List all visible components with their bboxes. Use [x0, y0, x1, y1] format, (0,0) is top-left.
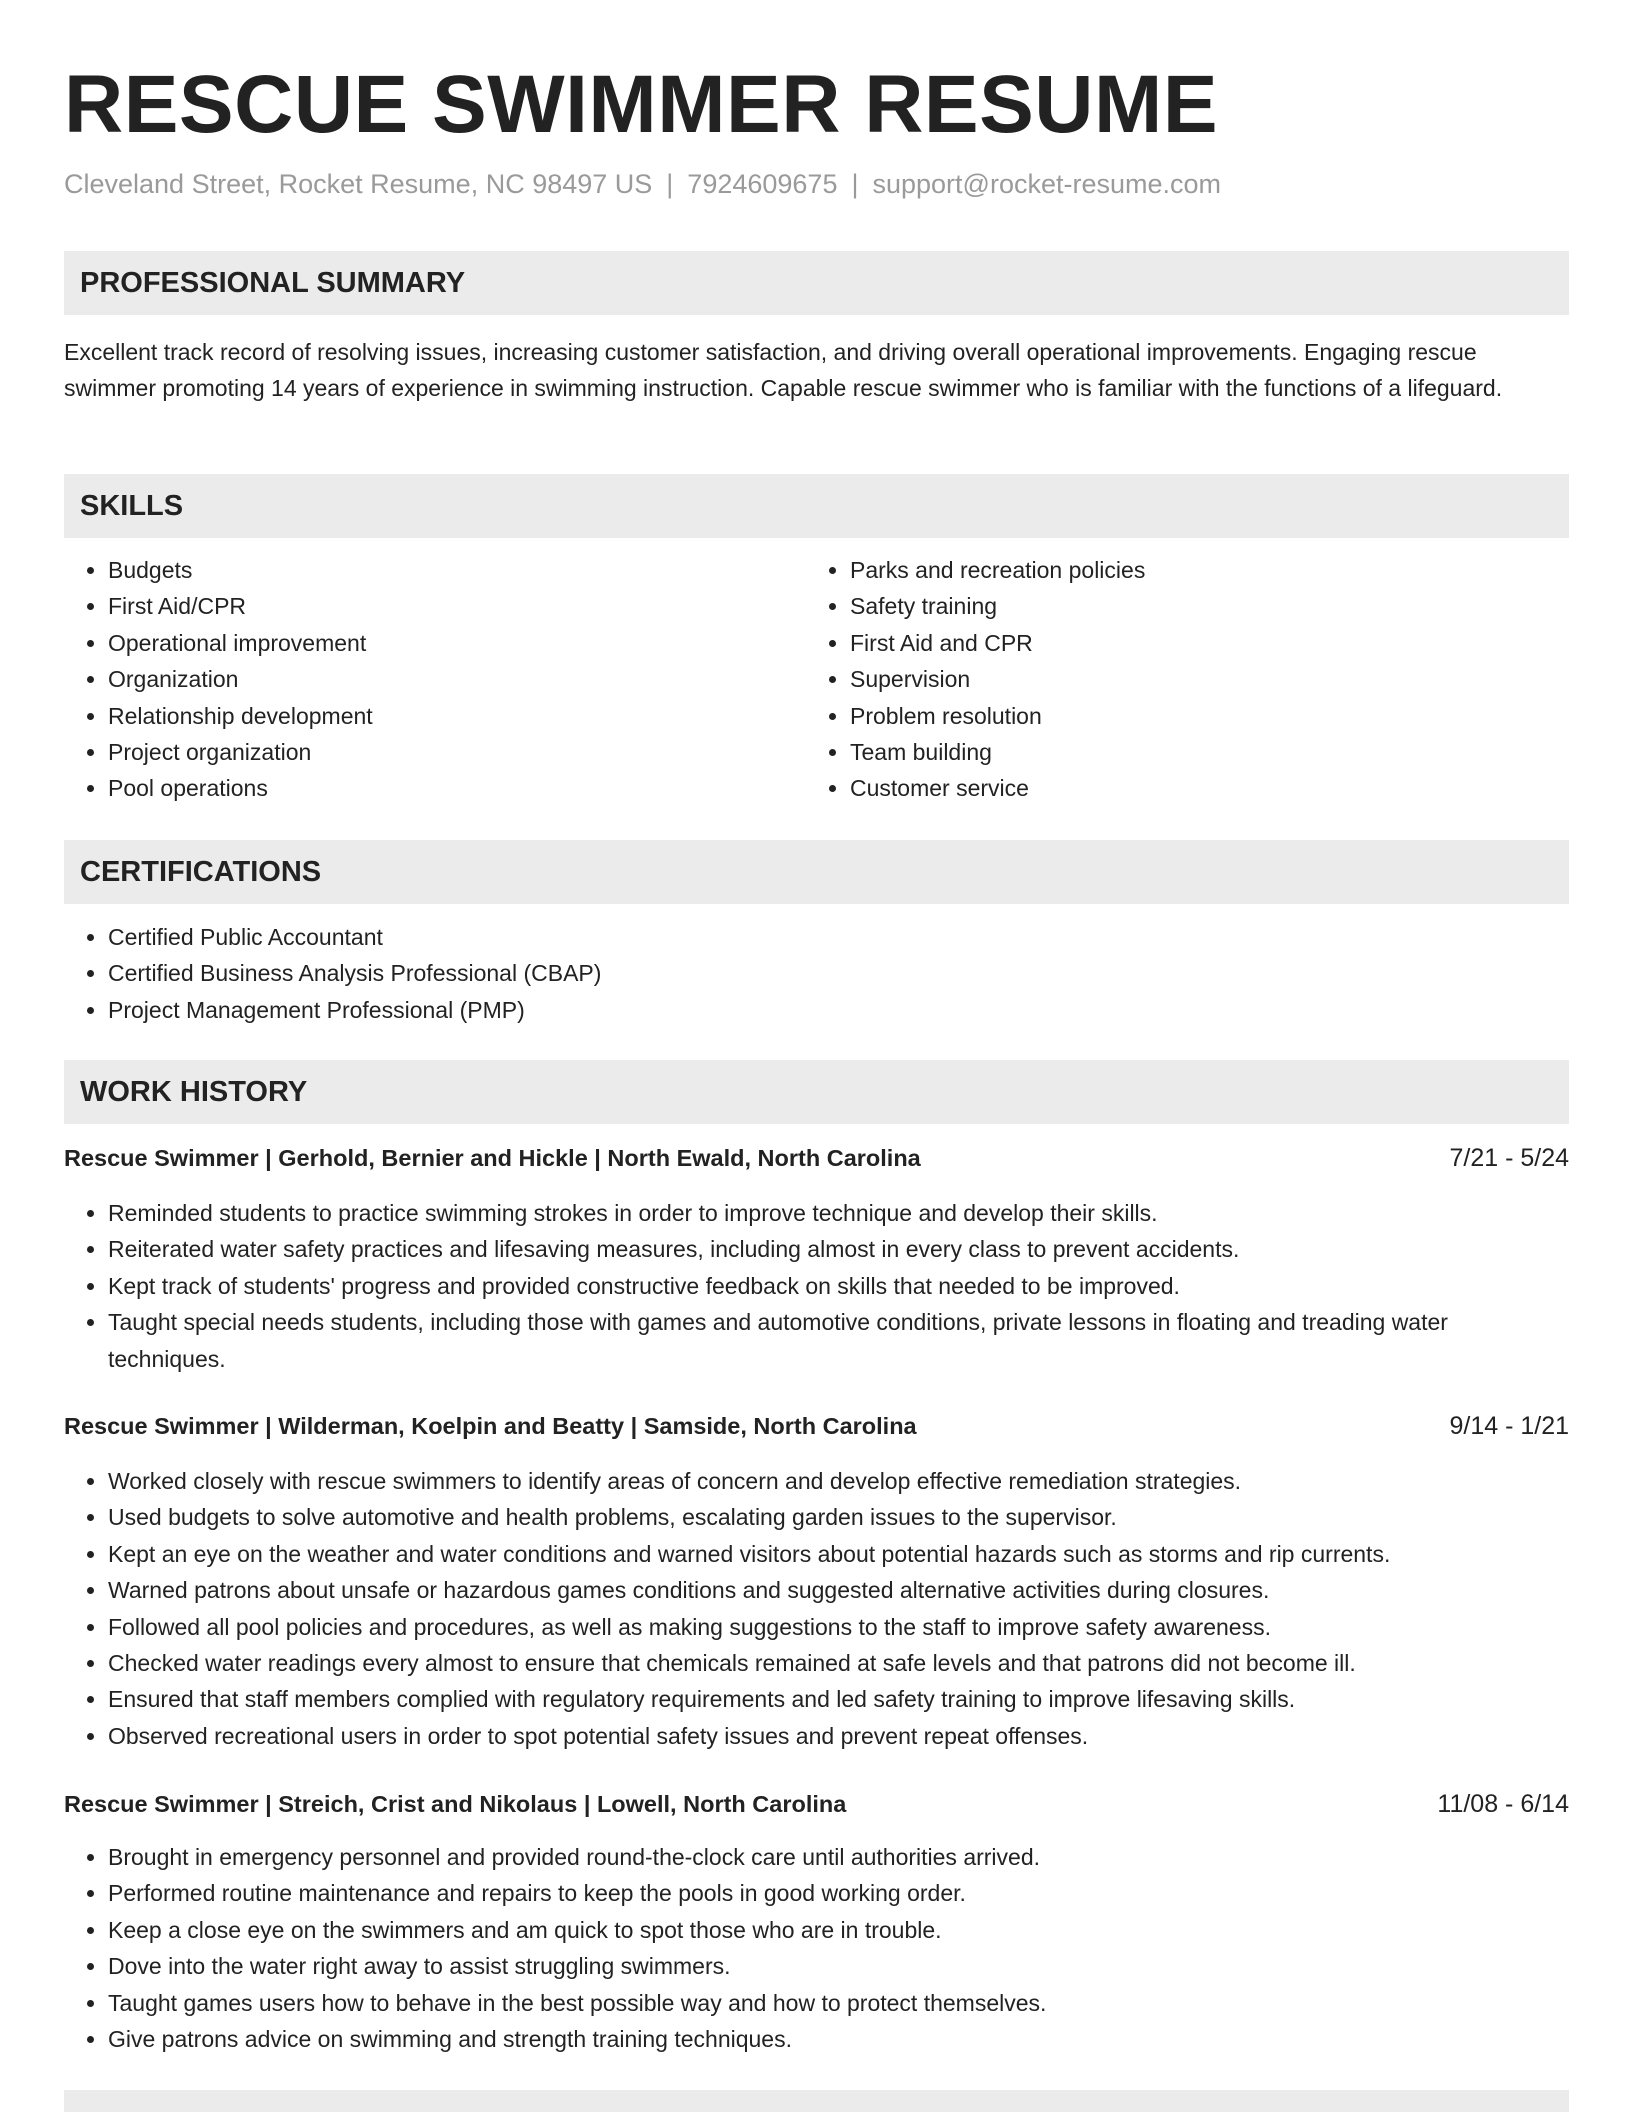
contact-line — [64, 166, 1221, 202]
job-bullet: • Keep a close eye on the swimmers and am quick to spot those who are in trouble. — [108, 1912, 1569, 1948]
job-bullet: • Used budgets to solve automotive and health problems, escalating garden issues to the supervisor. — [108, 1499, 1569, 1535]
skill-item: • Parks and recreation policies — [850, 552, 1570, 588]
job-bullets — [64, 1839, 1569, 2057]
work-history-section-header — [64, 1060, 1569, 1124]
contact-email: support@rocket-resume.com — [872, 169, 1222, 199]
job-bullets — [64, 1195, 1569, 1377]
skill-item: • Supervision — [850, 661, 1570, 697]
job-bullets — [64, 1463, 1569, 1754]
next-section-header — [64, 2090, 1569, 2112]
work-history-heading: WORK HISTORY — [80, 1076, 308, 1108]
job-bullet: • Kept an eye on the weather and water conditions and warned visitors about potential hazards such as storms and rip currents. — [108, 1536, 1569, 1572]
skills-list-left — [64, 552, 808, 807]
job-bullet: • Kept track of students' progress and provided constructive feedback on skills that needed to be improved. — [108, 1268, 1569, 1304]
contact-phone: 7924609675 — [687, 169, 838, 199]
certification-item: • Certified Business Analysis Professional (CBAP) — [108, 955, 1569, 991]
contact-separator: | — [851, 169, 859, 199]
summary-text: Excellent track record of resolving issues, increasing customer satisfaction, and driving overall operational improvements. Engaging rescue swimmer promoting 14 years of experience in swimming instruction. Capable rescue swimmer who is familiar with the functions of a lifeguard. — [64, 339, 1503, 401]
job-bullet: • Give patrons advice on swimming and strength training techniques. — [108, 2021, 1569, 2057]
contact-separator: | — [666, 169, 674, 199]
skill-item: • Pool operations — [108, 770, 808, 806]
job-header — [64, 1140, 1569, 1176]
skills-section-header — [64, 474, 1569, 538]
job-bullet: • Reminded students to practice swimming strokes in order to improve technique and develop their skills. — [108, 1195, 1569, 1231]
skill-item: • Customer service — [850, 770, 1570, 806]
skill-item: • Relationship development — [108, 698, 808, 734]
job-dates: 9/14 - 1/21 — [1449, 1412, 1569, 1440]
job-bullet: • Reiterated water safety practices and lifesaving measures, including almost in every class to prevent accidents. — [108, 1231, 1569, 1267]
skill-item: • Project organization — [108, 734, 808, 770]
certifications-list — [64, 919, 1569, 1028]
job-dates: 7/21 - 5/24 — [1449, 1144, 1569, 1172]
skill-item: • Team building — [850, 734, 1570, 770]
skills-heading: SKILLS — [80, 490, 184, 522]
certification-item: • Project Management Professional (PMP) — [108, 992, 1569, 1028]
job-bullet: • Followed all pool policies and procedures, as well as making suggestions to the staff to improve safety awareness. — [108, 1609, 1569, 1645]
job-bullet: • Worked closely with rescue swimmers to identify areas of concern and develop effective remediation strategies. — [108, 1463, 1569, 1499]
skill-item: • First Aid/CPR — [108, 588, 808, 624]
job-bullet: • Taught games users how to behave in the best possible way and how to protect themselves. — [108, 1985, 1569, 2021]
skill-item: • First Aid and CPR — [850, 625, 1570, 661]
certifications-section-header — [64, 840, 1569, 904]
summary-heading: PROFESSIONAL SUMMARY — [80, 267, 466, 299]
job-title: Rescue Swimmer | Wilderman, Koelpin and Beatty | Samside, North Carolina — [64, 1413, 917, 1439]
job-header — [64, 1786, 1569, 1822]
job-bullet: • Warned patrons about unsafe or hazardous games conditions and suggested alternative activities during closures. — [108, 1572, 1569, 1608]
skills-list-right — [806, 552, 1570, 807]
skill-item: • Budgets — [108, 552, 808, 588]
summary-section-header — [64, 251, 1569, 315]
job-bullet: • Performed routine maintenance and repairs to keep the pools in good working order. — [108, 1875, 1569, 1911]
job-bullet: • Ensured that staff members complied with regulatory requirements and led safety training to improve lifesaving skills. — [108, 1681, 1569, 1717]
job-bullet: • Dove into the water right away to assist struggling swimmers. — [108, 1948, 1569, 1984]
job-bullet: • Observed recreational users in order to spot potential safety issues and prevent repeat offenses. — [108, 1718, 1569, 1754]
skill-item: • Problem resolution — [850, 698, 1570, 734]
job-dates: 11/08 - 6/14 — [1437, 1790, 1569, 1818]
job-bullet: • Taught special needs students, including those with games and automotive conditions, private lessons in floating and treading water techniques. — [108, 1304, 1569, 1377]
contact-address: Cleveland Street, Rocket Resume, NC 98497 US — [64, 169, 653, 199]
skill-item: • Organization — [108, 661, 808, 697]
job-title: Rescue Swimmer | Gerhold, Bernier and Hickle | North Ewald, North Carolina — [64, 1145, 921, 1171]
job-title: Rescue Swimmer | Streich, Crist and Nikolaus | Lowell, North Carolina — [64, 1791, 847, 1817]
skill-item: • Operational improvement — [108, 625, 808, 661]
job-bullet: • Checked water readings every almost to ensure that chemicals remained at safe levels and that patrons did not become ill. — [108, 1645, 1569, 1681]
certification-item: • Certified Public Accountant — [108, 919, 1569, 955]
resume-title: RESCUE SWIMMER RESUME — [64, 59, 1219, 150]
job-bullet: • Brought in emergency personnel and provided round-the-clock care until authorities arrived. — [108, 1839, 1569, 1875]
skill-item: • Safety training — [850, 588, 1570, 624]
job-header — [64, 1408, 1569, 1444]
certifications-heading: CERTIFICATIONS — [80, 856, 322, 888]
